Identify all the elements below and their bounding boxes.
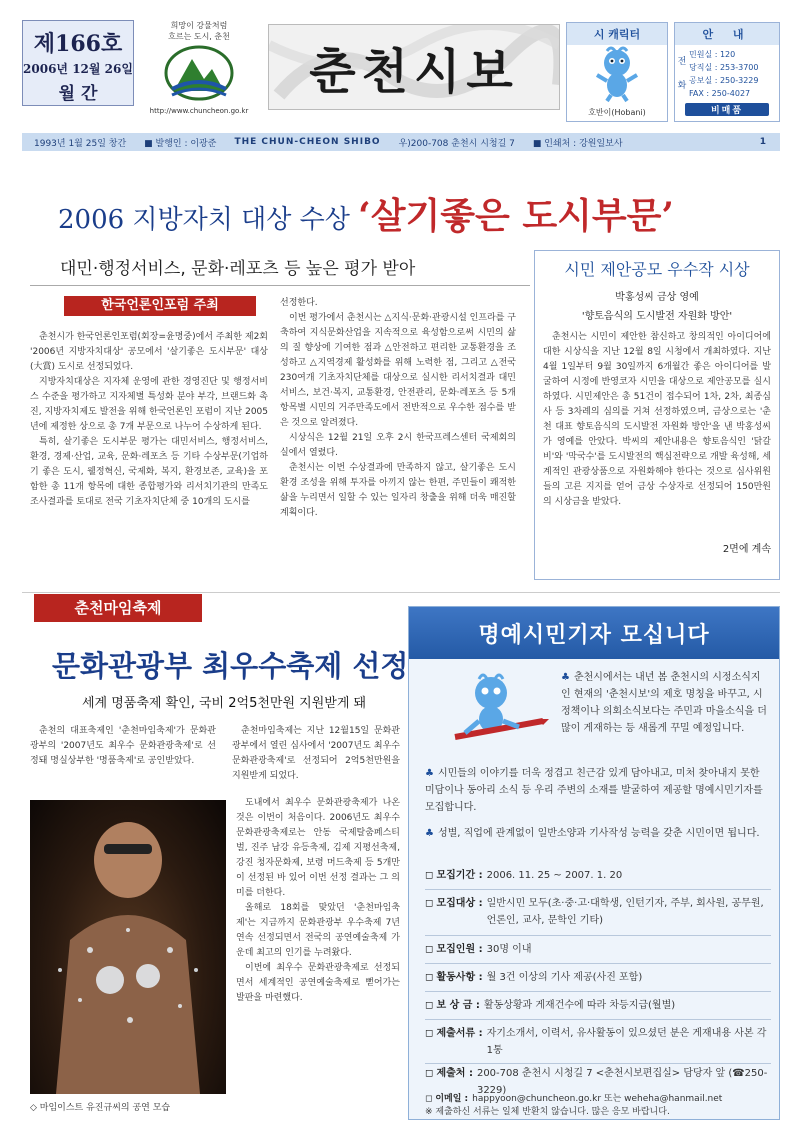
recruit-item: ◻ 모집기간 : 2006. 11. 25 ~ 2007. 1. 20 <box>425 867 771 884</box>
paragraph: 선정한다. <box>280 298 318 308</box>
mascot-caption: 호반이(Hobani) <box>588 108 646 117</box>
contact-side-2: 화 <box>677 80 687 91</box>
paragraph: 시상식은 12월 21일 오후 2시 한국프레스센터 국제회의실에서 열렸다. <box>280 433 516 458</box>
mime-performance-photo <box>30 800 226 1094</box>
english-title: THE CHUN-CHEON SHIBO <box>234 137 381 147</box>
recruit-paragraph-1 <box>425 765 771 816</box>
mountain-logo-icon <box>164 45 234 101</box>
recruit-item: ◻ 모집인원 : 30명 이내 <box>425 941 771 958</box>
newspaper-title: 춘천시보 <box>309 43 519 100</box>
club-icon: ♣ <box>561 672 570 683</box>
paragraph: 춘천의 대표축제인 '춘천마임축제'가 문화관광부의 '2007년도 최우수 문화관광축제'로 선정돼 명실상부한 '명품축제'로 공인받았다. <box>30 726 216 766</box>
paragraph: 춘천마임축제는 지난 12월15일 문화관광부에서 열린 심사에서 '2007년도 최우수 문화관광축제'로 선정되어 2억5천만원을 지원받게 되었다. <box>232 726 400 781</box>
issue-date: 2006년 12월 26일 <box>23 62 133 76</box>
section-divider <box>22 592 780 593</box>
paragraph: 춘천시는 시민이 제안한 참신하고 창의적인 아이디어에 대한 시상식을 지난 12월 8일 시청에서 개최하였다. 지난 4월 1일부터 9월 30일까지 6개월간 좋은 아이디어를 발굴하여 시정에 반영코자 시민을 대상으로 제안공모를 실시하였다. 시민제안은 총 51건이 접수되어 1차, 2차, 최종심사 등 3차례의 심의를 거쳐 선정하였으며, 금상으로는 '춘천 대표 향토음식의 도시발전 자원화 방안'을 낸 박홍성씨가 영예를 안았다. 박씨의 제안내용은 향토음식인 '닭갈비'와 '막국수'를 도시발전의 핵심전략으로 개발 육성해, 세계적인 관광상품으로 자원화해야 한다는 것으로 심사위원들의 고른 지지를 얻어 금상 수상자로 선정되어 150만원의 시상금을 받았다. <box>543 332 771 507</box>
paragraph: 도내에서 최우수 문화관광축제가 나온 것은 이번이 처음이다. 2006년도 최우수 문화관광축제로는 안동 국제탈춤페스티벌, 진주 남강 유등축제, 김제 지평선축제, 강진 청자문화제, 보령 머드축제 등 5개만이 선정된 바 있어 이번 선정 결과는 그 의미를 더한다. <box>236 798 400 898</box>
mascot-label: 시 캐릭터 <box>567 23 667 45</box>
city-logo <box>138 20 260 120</box>
recruit-lead-text: 춘천시에서는 내년 봄 춘천시의 시정소식지인 현재의 '춘천시보'의 제호 명칭을 바꾸고, 시정책이나 의회소식보다는 주민과 마을소식을 더 많이 게재하는 등 새롭게 꾸밀 예정입니다. <box>561 672 767 734</box>
continued-label: 2면에 계속 <box>722 544 771 555</box>
address: 우)200-708 춘천시 시청길 7 <box>398 138 515 149</box>
divider <box>30 285 530 286</box>
recruit-paragraph-2 <box>425 825 771 842</box>
article1-col2 <box>280 296 516 582</box>
hobani-mascot-icon <box>589 45 645 103</box>
city-url: http://www.chuncheon.go.kr <box>149 107 249 115</box>
award-winner: 박홍성씨 금상 영예 <box>615 292 699 303</box>
main-headline-part-b: ‘살기좋은 도시부문’ <box>358 195 674 237</box>
proposal-award-box <box>534 250 780 580</box>
printer: ■ 인쇄처 : 강원일보사 <box>532 138 623 149</box>
article2-col2-top <box>232 724 400 792</box>
contact-side-1: 전 <box>677 57 687 68</box>
proposal-box-title: 시민 제안공모 우수작 시상 <box>564 260 750 279</box>
contact-box <box>674 22 780 122</box>
performer-photo-icon <box>30 800 226 1094</box>
paragraph: 이번 평가에서 춘천시는 △지식·문화·관광시설 인프라를 구축하여 지식문화산업을 지속적으로 육성함으로써 시민의 삶의 질 향상에 기여한 점과 △안전하고 편리한 교통환경을 조성하고 △지역경제 활성화를 위해 노력한 점, 그리고 △전국 230여개 기초자치단체를 대상으로 실시한 리서치결과 대민서비스, 보건·복지, 교통환경, 안전관리, 문화·레포츠 등 5개 항목별 시민의 거주만족도에서 전반적으로 우수한 점수를 받은 것으로 알려졌다. <box>280 313 516 428</box>
issue-box <box>22 20 134 106</box>
masthead <box>268 24 560 110</box>
forum-tag: 한국언론인포럼 주최 <box>64 296 256 316</box>
club-icon: ♣ <box>425 768 434 779</box>
issue-frequency: 월 간 <box>58 84 98 104</box>
recruit-item: ◻ 모집대상 : 일반시민 모두(초·중·고·대학생, 인턴기자, 주부, 회사원, 공무원, 언론인, 교사, 문학인 기타) <box>425 895 771 929</box>
contact-title: 안 내 <box>675 23 779 45</box>
mascot-box <box>566 22 668 122</box>
issue-number: 제166호 <box>33 31 123 57</box>
paragraph: 올해로 18회를 맞았던 '춘천마임축제'는 지금까지 문화관광부 우수축제 7년 연속 선정되면서 전국의 공연예술축제 가운데 최고의 인기를 누려왔다. <box>236 903 400 958</box>
publisher: ■ 발행인 : 이광준 <box>144 138 217 149</box>
festival-headline: 문화관광부 최우수축제 선정 <box>52 649 409 683</box>
founded-date: 1993년 1월 25일 창간 <box>34 138 127 149</box>
paragraph: 춘천시가 한국언론인포럼(회장=윤명중)에서 주최한 제2회 '2006년 지방자치대상' 공모에서 '살기좋은 도시부문' 대상(大賞) 도시로 선정되었다. <box>30 332 268 372</box>
article1-col1 <box>30 330 268 578</box>
hobani-writing-icon <box>445 671 551 751</box>
article2-col1 <box>30 724 216 790</box>
contact-line: 공보실 : 250-3229 <box>689 76 759 85</box>
festival-subheadline: 세계 명품축제 확인, 국비 2억5천만원 지원받게 돼 <box>82 696 367 711</box>
paragraph: 시민들의 이야기를 더욱 정겹고 친근감 있게 담아내고, 미처 찾아내지 못한 미담이나 동아리 소식 등 우리 주변의 소재를 발굴하여 제공할 명예시민기자를 모집합니다. <box>425 768 763 813</box>
publication-info-bar <box>22 133 780 151</box>
recruit-item: ◻ 활동사항 : 월 3건 이상의 기사 제공(사진 포함) <box>425 969 771 986</box>
slogan-line-1: 희망이 강물처럼 <box>170 21 228 30</box>
photo-caption: ◇ 마임이스트 유진규씨의 공연 모습 <box>30 1103 171 1113</box>
recruit-title: 명예시민기자 모십니다 <box>409 607 779 659</box>
contact-line: 당직실 : 253-3700 <box>689 63 759 72</box>
recruit-item: ◻ 보 상 금 : 활동상황과 게재건수에 따라 차등지급(월별) <box>425 997 771 1014</box>
free-badge: 비매품 <box>685 103 769 116</box>
main-headline <box>58 188 758 239</box>
recruit-item: ◻ 제출서류 : 자기소개서, 이력서, 유사활동이 있으셨던 분은 게재내용 사본 각 1통 <box>425 1025 771 1059</box>
article2-col2 <box>236 796 400 1112</box>
recruit-item: ◻ 이메일 : happyoon@chuncheon.go.kr 또는 weheha@hanmail.net <box>425 1091 771 1108</box>
main-subheadline: 대민·행정서비스, 문화·레포츠 등 높은 평가 받아 <box>60 259 416 279</box>
recruit-lead <box>561 669 767 737</box>
recruit-note: ※ 제출하신 서류는 일체 반환치 않습니다. 많은 응모 바랍니다. <box>425 1107 670 1117</box>
club-icon: ♣ <box>425 828 434 839</box>
page-number: 1 <box>759 137 766 147</box>
festival-tag: 춘천마임축제 <box>34 594 202 622</box>
contact-line: FAX : 250-4027 <box>689 89 751 98</box>
award-work: '향토음식의 도시발전 자원화 방안' <box>581 311 733 322</box>
paragraph: 지방자치대상은 지자체 운영에 관한 경영진단 및 행정서비스 수준을 평가하고 지자체별 특성화 분야 부각, 브랜드화 촉진, 지방자치제도 발전을 위해 한국언론인 포럼이 지난 2005년에 제정한 상으로 총 7개 부문으로 나누어 수상하게 된다. <box>30 377 268 432</box>
paragraph: 성별, 직업에 관계없이 일반소양과 기사작성 능력을 갖춘 시민이면 됩니다. <box>437 828 760 839</box>
paragraph: 특히, 살기좋은 도시부문 평가는 대민서비스, 행정서비스, 환경, 경제·산업, 교육, 문화·레포츠 등 기타 수상부문(기업하기 좋은 도시, 웰정혁신, 국제화, 복지, 환경보존, 교육)을 포함한 총 11개 항목에 대한 종합평가와 리서치기관의 만족도 조사결과를 토대로 전국 기초자치단체 중 10개의 도시를 <box>30 437 268 507</box>
paragraph: 이번에 최우수 문화관광축제로 선정되면서 세계적인 공연예술축제로 뻗어가는 발판을 마련했다. <box>236 963 400 1003</box>
paragraph: 춘천시는 이번 수상결과에 만족하지 않고, 살기좋은 도시환경 조성을 위해 투자를 아끼지 않는 한편, 주민들이 쾌적한 삶을 누리면서 일할 수 있는 일자리 창출을 위해 더욱 매진할 계획이다. <box>280 463 516 518</box>
proposal-body <box>543 330 771 538</box>
main-headline-part-a: 2006 지방자치 대상 수상 <box>58 205 359 235</box>
slogan-line-2: 흐르는 도시, 춘천 <box>168 32 230 41</box>
recruit-item: ◻ 제출처 : 200-708 춘천시 시청길 7 <춘천시보편집실> 담당자 앞 (☎250-3229) <box>425 1065 771 1099</box>
contact-line: 민원실 : 120 <box>689 50 736 59</box>
citizen-reporter-recruit-box <box>408 606 780 1120</box>
